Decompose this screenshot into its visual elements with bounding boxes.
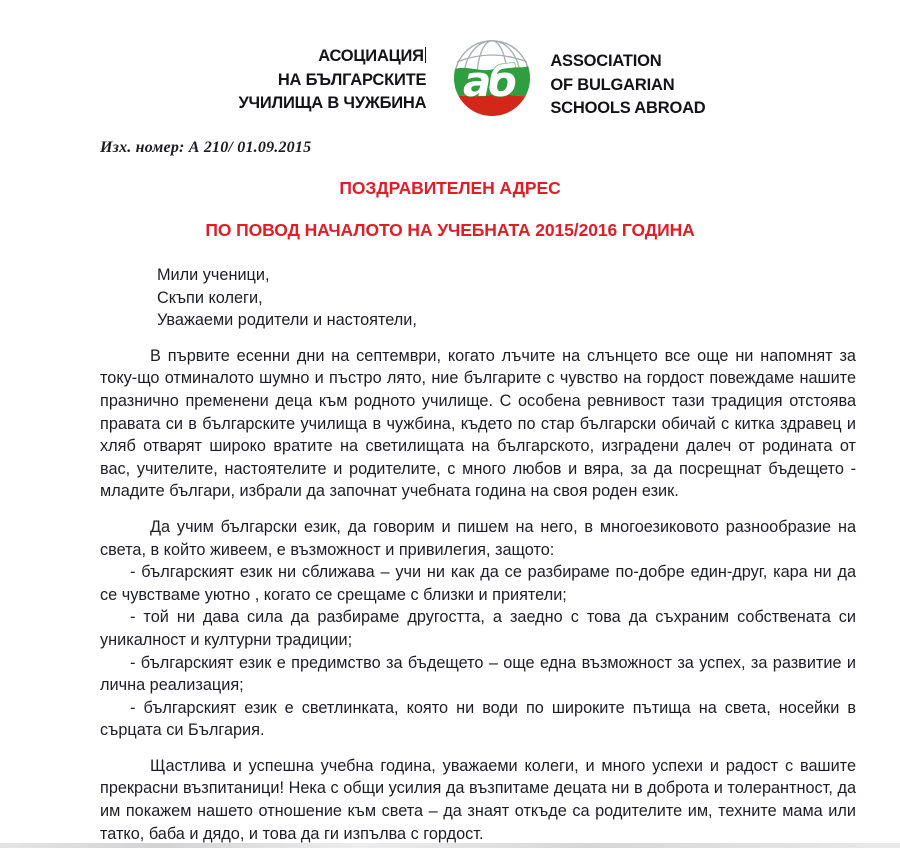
page-bottom-edge bbox=[0, 843, 900, 848]
salutation-line[interactable]: Уважаеми родители и настоятели, bbox=[157, 311, 417, 330]
org-logo bbox=[452, 38, 532, 123]
text-cursor bbox=[425, 47, 427, 63]
document-subtitle[interactable]: ПО ПОВОД НАЧАЛОТО НА УЧЕБНАТА 2015/2016 ГОДИНА bbox=[205, 220, 695, 240]
bullet-item[interactable]: - българският език е предимство за бъдещето – още една възможност за успех, за развитие и лична реализация; bbox=[100, 653, 856, 695]
bullet-item[interactable]: - той ни дава сила да разбираме другостта, а заедно с това да съхраним собствената си уникалност и културни традиции; bbox=[100, 608, 856, 649]
bullet-item[interactable]: - българският език ни сближава – учи ни как да се разбираме по-добре един-друг, кара ни да се чувстваме уютно , когато се срещаме с близки и приятели; bbox=[100, 563, 856, 604]
org-name-bg-line-2: НА БЪЛГАРСКИТЕ bbox=[277, 70, 427, 89]
org-name-en-line-2: OF BULGARIAN bbox=[550, 75, 675, 94]
salutation bbox=[100, 264, 856, 332]
salutation-line[interactable]: Скъпи колеги, bbox=[157, 288, 263, 307]
letterhead bbox=[238, 0, 705, 123]
logo-letters: аб bbox=[463, 57, 516, 106]
document-title[interactable]: ПОЗДРАВИТЕЛЕН АДРЕС bbox=[339, 178, 561, 198]
org-name-bulgarian[interactable] bbox=[238, 38, 426, 116]
org-name-bg-line-3: УЧИЛИЩА В ЧУЖБИНА bbox=[238, 94, 427, 112]
org-name-en-line-3: SCHOOLS ABROAD bbox=[550, 99, 706, 117]
body-paragraph[interactable]: Да учим български език, да говорим и пишем на него, в многоезиковото разнообразие на света, в който живеем, е възможност и привилегия, защото: bbox=[100, 517, 856, 559]
org-name-bg-line-1 bbox=[238, 45, 426, 69]
org-name-bg-text-1: АСОЦИАЦИЯ bbox=[318, 47, 424, 65]
body-paragraph[interactable]: В първите есенни дни на септември, когато лъчите на слънцето все още ни напомнят за току-що отминалото шумно и пъстро лято, ние българите с чувство на гордост повеждаме нашите празнично пременени деца към родното училище. С особена ревнивост тази традиция отстоява правата си в българските училища в чужбина, където по стар български обичай с китка здравец и хляб отварят широко вратите на светилищата на българското, изградени далеч от родината от вас, учителите, настоятелите и родителите, с много любов и вяра, за да посрещнат бъдещето - младите българи, избрали да започнат учебната година на своя роден език. bbox=[100, 346, 856, 501]
letter-body bbox=[0, 264, 900, 845]
closing-paragraph[interactable]: Щастлива и успешна учебна година, уважаеми колеги, и много успехи и радост с вашите прекрасни възпитаници! Нека с общи усилия да възпитаме децата ни в доброта и толерантност, да им покажем нашето отношение към света – да знаят откъде са родителите им, техните мама или татко, баба и дядо, и това да ги изпълва с гордост. bbox=[100, 756, 856, 843]
org-name-english[interactable] bbox=[550, 38, 705, 121]
ref-number[interactable]: Изх. номер: А 210/ 01.09.2015 bbox=[100, 139, 312, 156]
salutation-line[interactable]: Мили ученици, bbox=[157, 266, 270, 284]
globe-logo-icon bbox=[452, 38, 532, 118]
org-name-en-line-1: ASSOCIATION bbox=[550, 52, 662, 70]
bullet-item[interactable]: - българският език е светлинката, която ни води по широките пътища на света, носейки в сърцата си България. bbox=[100, 698, 856, 740]
